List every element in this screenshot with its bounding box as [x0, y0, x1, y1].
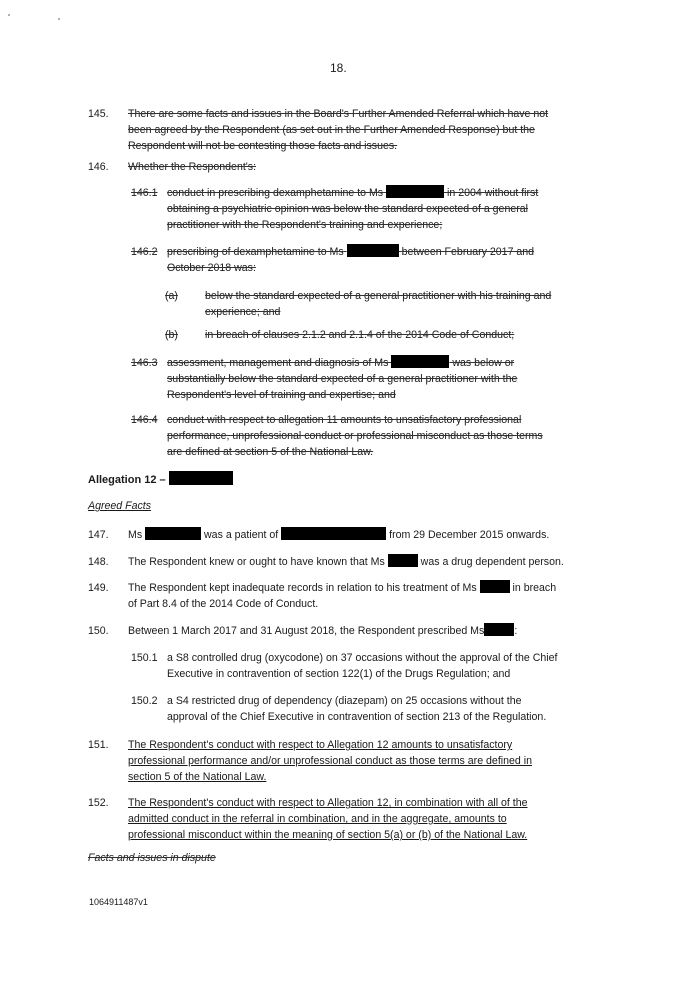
- redaction-box: [388, 554, 418, 567]
- subpara-146-1: [167, 185, 560, 233]
- item-146-2-a: below the standard expected of a general practitioner with his training and experience; and: [205, 290, 552, 318]
- disputed-heading: Facts and issues in dispute: [88, 852, 216, 864]
- para-number: 150.: [88, 625, 109, 637]
- para-text: in breach of Part 8.4 of the 2014 Code of Conduct.: [128, 582, 557, 610]
- para-145-text: There are some facts and issues in the Board's Further Amended Referral which have not been agreed by the Respondent (as set out in the Further Amended Response) but the Respondent will not be contesting those facts and issues.: [128, 108, 549, 152]
- redaction-box: [347, 244, 399, 257]
- para-text: was a drug dependent person.: [420, 556, 564, 568]
- para-text: from 29 December 2015 onwards.: [389, 529, 550, 541]
- para-146-intro: Whether the Respondent's:: [128, 161, 257, 173]
- para-147-text: [128, 527, 560, 543]
- subpara-146-2: [167, 244, 560, 276]
- para-number: 145.: [88, 108, 109, 120]
- scan-speck: [58, 18, 60, 20]
- para-151-text: The Respondent's conduct with respect to Allegation 12 amounts to unsatisfactory professional performance and/or unprofessional conduct as those terms are defined in section 5 of the National Law.: [128, 739, 532, 783]
- subpara-text: between February 2017 and October 2018 was:: [167, 246, 535, 274]
- subpara-number: 150.2: [131, 695, 158, 707]
- scan-speck: [8, 14, 10, 16]
- para-number: 147.: [88, 529, 109, 541]
- para-number: 151.: [88, 739, 109, 751]
- subpara-150-2: a S4 restricted drug of dependency (diazepam) on 25 occasions without the approval of the Chief Executive in contravention of section 213 of the Regulation.: [167, 695, 547, 723]
- subpara-text: in 2004 without first obtaining a psychiatric opinion was below the standard expected of a general practitioner with the Respondent's training and experience;: [167, 187, 539, 231]
- para-148-text: [128, 554, 588, 570]
- para-text: Between 1 March 2017 and 31 August 2018, the Respondent prescribed Ms: [128, 625, 485, 637]
- heading-text: Allegation 12 –: [88, 474, 166, 486]
- para-text: Ms: [128, 529, 143, 541]
- subpara-150-1: a S8 controlled drug (oxycodone) on 37 occasions without the approval of the Chief Executive in contravention of section 122(1) of the Drugs Regulation; and: [167, 652, 558, 680]
- item-146-2-b: in breach of clauses 2.1.2 and 2.1.4 of the 2014 Code of Conduct;: [205, 329, 515, 341]
- para-149-text: [128, 580, 560, 612]
- subpara-146-4: conduct with respect to allegation 11 amounts to unsatisfactory professional performance, unprofessional conduct or professional misconduct as those terms are defined at section 5 of the National Law.: [167, 414, 543, 458]
- redaction-box: [169, 471, 233, 485]
- redaction-box: [145, 527, 201, 540]
- subpara-number: 150.1: [131, 652, 158, 664]
- document-id-footer: 1064911487v1: [89, 897, 148, 907]
- redaction-box: [480, 580, 510, 593]
- subpara-146-3: [167, 355, 560, 403]
- para-number: 149.: [88, 582, 109, 594]
- subpara-text: prescribing of dexamphetamine to Ms: [167, 246, 344, 258]
- subpara-text: conduct in prescribing dexamphetamine to Ms: [167, 187, 384, 199]
- para-text: was a patient of: [204, 529, 279, 541]
- page-number: 18.: [330, 61, 347, 75]
- subpara-text: was below or substantially below the standard expected of a general practitioner with the Respondent's level of training and expertise; and: [167, 357, 518, 401]
- subpara-number: 146.1: [131, 187, 158, 199]
- para-text: :: [514, 625, 518, 637]
- para-number: 152.: [88, 797, 109, 809]
- redaction-box: [281, 527, 386, 540]
- para-number: 148.: [88, 556, 109, 568]
- para-text: The Respondent knew or ought to have known that Ms: [128, 556, 385, 568]
- item-marker: (b): [165, 329, 178, 341]
- allegation-heading: [88, 471, 233, 488]
- redaction-box: [386, 185, 444, 198]
- item-marker: (a): [165, 290, 178, 302]
- redaction-box: [484, 623, 514, 636]
- para-150-text: [128, 623, 560, 639]
- subpara-number: 146.3: [131, 357, 158, 369]
- subpara-number: 146.4: [131, 414, 158, 426]
- para-152-text: The Respondent's conduct with respect to Allegation 12, in combination with all of the admitted conduct in the referral in combination, and in the aggregate, amounts to professional misconduct within the meaning of section 5(a) or (b) of the National Law.: [128, 797, 528, 841]
- para-number: 146.: [88, 161, 109, 173]
- agreed-facts-heading: Agreed Facts: [88, 500, 152, 512]
- para-text: The Respondent kept inadequate records in relation to his treatment of Ms: [128, 582, 477, 594]
- subpara-number: 146.2: [131, 246, 158, 258]
- redaction-box: [391, 355, 449, 368]
- subpara-text: assessment, management and diagnosis of Ms: [167, 357, 389, 369]
